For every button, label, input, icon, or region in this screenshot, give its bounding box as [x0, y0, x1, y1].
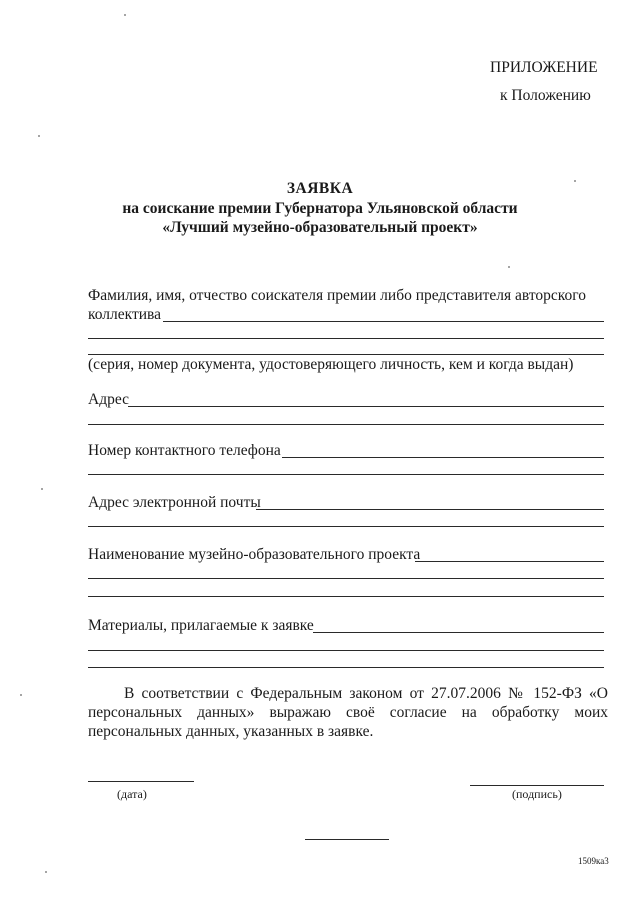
phone-label: Номер контактного телефона: [88, 442, 281, 459]
project-name-line: [415, 561, 604, 562]
address-label: Адрес: [88, 391, 129, 408]
date-caption: (дата): [117, 787, 147, 801]
document-code: 1509ка3: [578, 856, 609, 866]
consent-text: В соответствии с Федеральным законом от 27.07.2006 № 152-ФЗ «О персональных данных» выражаю своё согласие на обработку моих персональных данных, указанных в заявке.: [88, 685, 608, 740]
project-extra-line-1: [88, 578, 604, 579]
project-name-label: Наименование музейно-образовательного проекта: [88, 546, 421, 563]
address-extra-line: [88, 424, 604, 425]
address-line: [128, 406, 604, 407]
consent-paragraph: [88, 684, 608, 741]
applicant-collective-label: коллектива: [88, 306, 162, 323]
scan-speck: [20, 694, 22, 696]
form-award-name: «Лучший музейно-образовательный проект»: [162, 219, 478, 236]
materials-extra-line-2: [88, 667, 604, 668]
scan-speck: [41, 488, 43, 490]
phone-extra-line: [88, 474, 604, 475]
signature-line: [470, 785, 604, 786]
applicant-extra-line-2: [88, 354, 604, 355]
email-label: Адрес электронной почты: [88, 494, 261, 511]
appendix-label: ПРИЛОЖЕНИЕ: [490, 59, 598, 76]
id-document-label: (серия, номер документа, удостоверяющего личность, кем и когда выдан): [88, 356, 574, 373]
email-extra-line: [88, 526, 604, 527]
signature-caption: (подпись): [512, 787, 562, 801]
scan-speck: [508, 266, 510, 268]
scan-speck: [574, 180, 576, 182]
applicant-name-label: Фамилия, имя, отчество соискателя премии либо представителя авторского: [88, 287, 587, 304]
form-title: ЗАЯВКА: [286, 180, 354, 197]
scan-speck: [124, 14, 126, 16]
date-line: [88, 781, 194, 782]
materials-line: [313, 632, 604, 633]
scan-speck: [45, 871, 47, 873]
scan-speck: [38, 135, 40, 137]
footer-rule: [305, 839, 389, 840]
phone-line: [282, 457, 604, 458]
materials-extra-line-1: [88, 650, 604, 651]
materials-label: Материалы, прилагаемые к заявке: [88, 617, 314, 634]
email-line: [256, 509, 604, 510]
applicant-name-line: [163, 321, 604, 322]
appendix-reference: к Положению: [500, 87, 591, 104]
applicant-extra-line-1: [88, 338, 604, 339]
project-extra-line-2: [88, 596, 604, 597]
form-subtitle: на соискание премии Губернатора Ульяновской области: [122, 200, 518, 217]
